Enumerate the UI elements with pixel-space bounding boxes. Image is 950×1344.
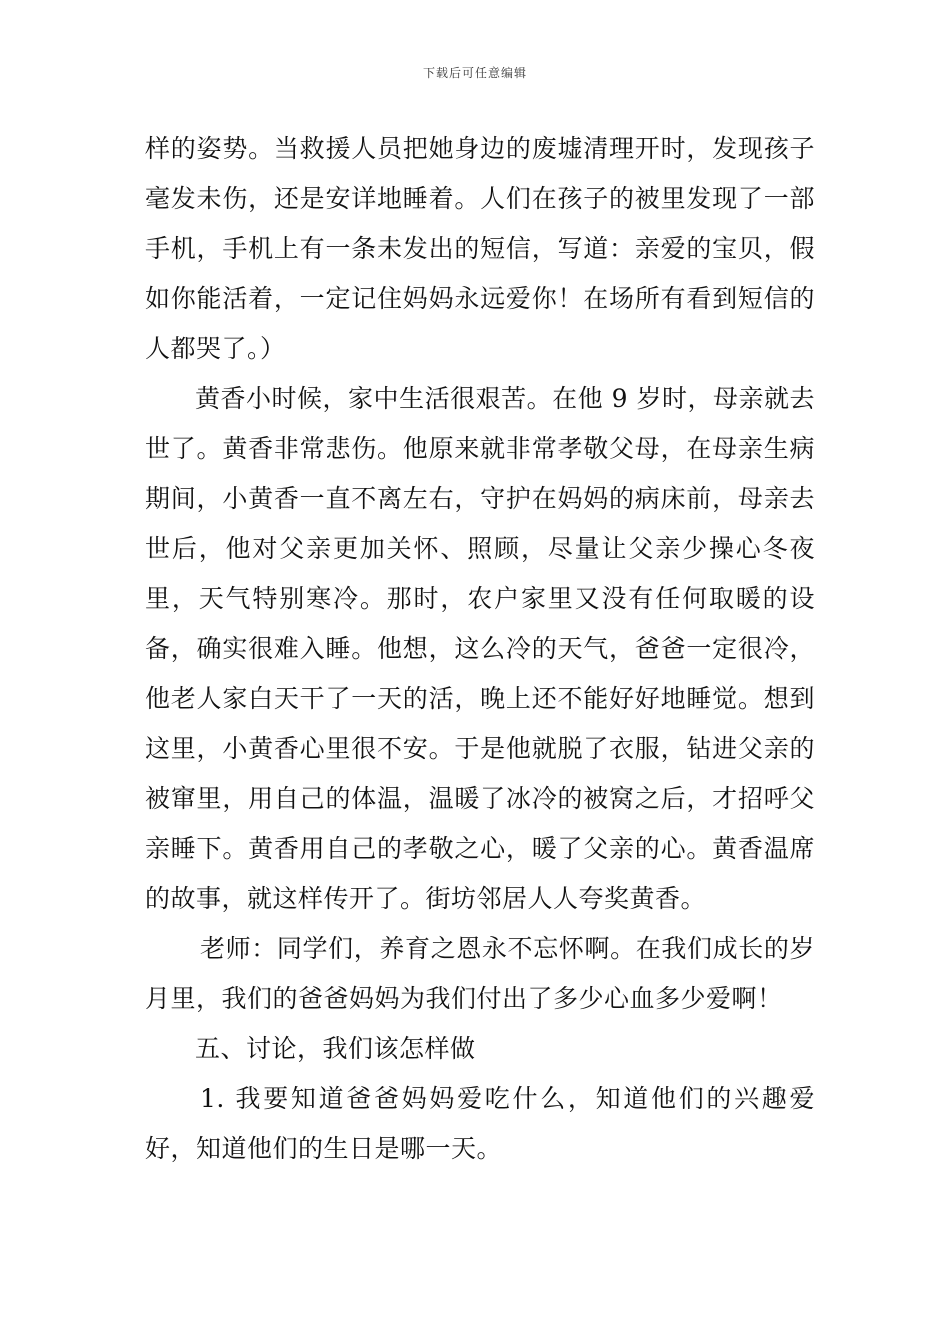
paragraph-teacher-remark: 老师：同学们，养育之恩永不忘怀啊。在我们成长的岁月里，我们的爸爸妈妈为我们付出了多少心血多少爱啊！ xyxy=(145,934,815,1013)
paragraph-story-ending: 样的姿势。当救援人员把她身边的废墟清理开时，发现孩子毫发未伤，还是安详地睡着。人们在孩子的被里发现了一部手机，手机上有一条未发出的短信，写道：亲爱的宝贝，假如你能活着，一定记住妈妈永远爱你！在场所有看到短信的人都哭了。） xyxy=(145,134,815,363)
paragraph-huang-xiang-story: 黄香小时候，家中生活很艰苦。在他 9 岁时，母亲就去世了。黄香非常悲伤。他原来就非常孝敬父母，在母亲生病期间，小黄香一直不离左右，守护在妈妈的病床前，母亲去世后，他对父亲更加关怀、照顾，尽量让父亲少操心冬夜里，天气特别寒冷。那时，农户家里又没有任何取暖的设备，确实很难入睡。他想，这么冷的天气，爸爸一定很冷，他老人家白天干了一天的活，晚上还不能好好地睡觉。想到这里，小黄香心里很不安。于是他就脱了衣服，钻进父亲的被窜里，用自己的体温，温暖了冰冷的被窝之后，才招呼父亲睡下。黄香用自己的孝敬之心，暖了父亲的心。黄香温席的故事，就这样传开了。街坊邻居人人夸奖黄香。 xyxy=(145,384,815,913)
list-item-1: 1. 我要知道爸爸妈妈爱吃什么，知道他们的兴趣爱好，知道他们的生日是哪一天。 xyxy=(145,1084,815,1163)
section-heading-discussion: 五、讨论，我们该怎样做 xyxy=(195,1034,476,1063)
page-header: 下载后可任意编辑 xyxy=(422,66,527,80)
document-body xyxy=(145,124,815,1174)
